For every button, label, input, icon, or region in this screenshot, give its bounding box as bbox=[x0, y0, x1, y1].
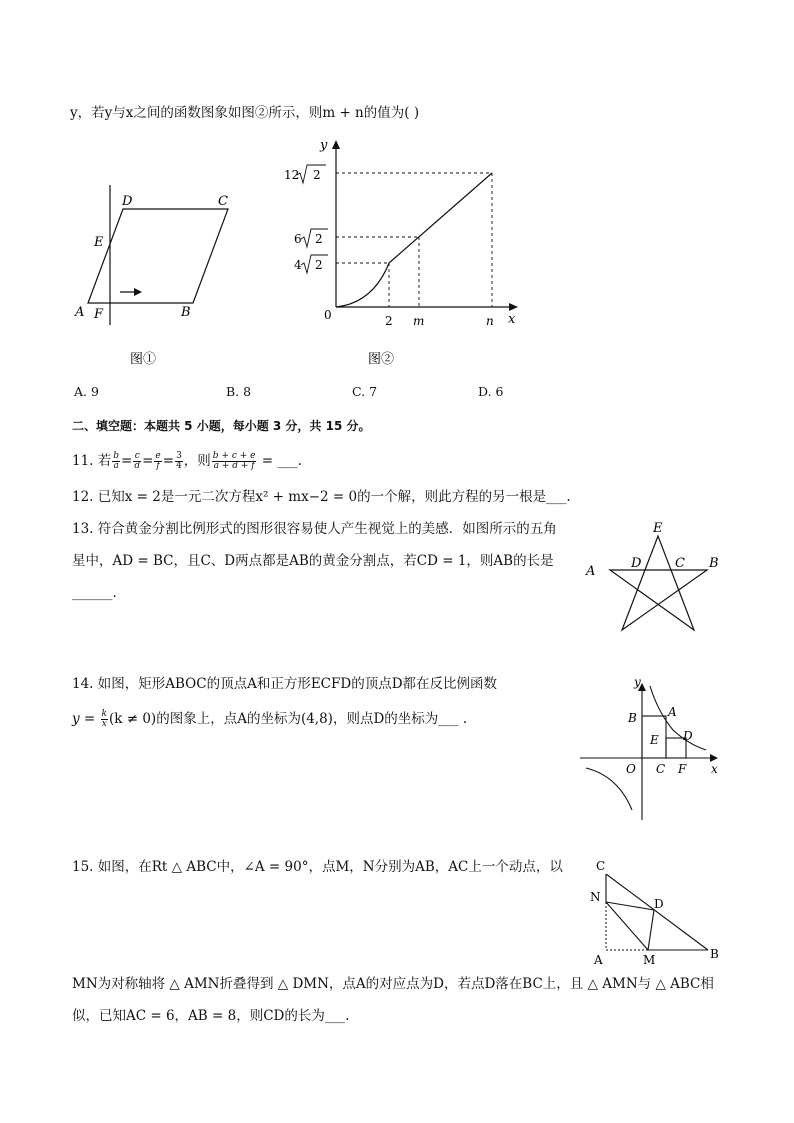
label-F: F bbox=[94, 307, 104, 322]
y-tick-6 bbox=[294, 229, 328, 247]
figure-1-caption: 图① bbox=[130, 352, 157, 367]
hyp-label-O: O bbox=[626, 762, 636, 776]
hyp-label-y: y bbox=[634, 675, 641, 689]
x-axis-label: x bbox=[508, 312, 516, 327]
star-label-B: B bbox=[709, 556, 719, 571]
figure-1-parallelogram bbox=[68, 185, 248, 375]
hyp-label-x: x bbox=[711, 762, 718, 776]
choice-a[interactable]: A. 9 bbox=[74, 384, 99, 399]
figure-hyperbola bbox=[578, 672, 728, 822]
y-axis-label: y bbox=[320, 138, 328, 153]
graph-line bbox=[389, 173, 492, 263]
choice-d[interactable]: D. 6 bbox=[478, 384, 504, 399]
tri-label-D: D bbox=[654, 897, 664, 911]
hyp-label-D: D bbox=[683, 729, 693, 743]
figure-2-graph bbox=[278, 135, 528, 375]
star-label-C: C bbox=[675, 556, 685, 571]
x-tick-2: 2 bbox=[385, 314, 393, 328]
q11-text: 11. 若 $\frac{b}{a}$ = $\frac{c}{d}$ = $\frac{e}{f}$ = $\frac{3}{4}$ ，则 $\frac{b + c + e}{a + d + f}$ = ___. bbox=[72, 451, 302, 471]
svg-text:6: 6 bbox=[294, 232, 302, 246]
label-B: B bbox=[181, 305, 191, 320]
hyp-label-E: E bbox=[650, 733, 659, 747]
q12-text: 12. 已知x = 2是一元二次方程x² + mx−2 = 0的一个解，则此方程的另一根是___. bbox=[72, 489, 571, 505]
segment-ND bbox=[606, 902, 654, 910]
figure-triangle bbox=[586, 854, 726, 968]
tri-label-M: M bbox=[643, 953, 656, 967]
choice-c[interactable]: C. 7 bbox=[352, 384, 378, 399]
svg-text:2: 2 bbox=[315, 258, 323, 272]
tri-label-C: C bbox=[596, 859, 606, 873]
star-shape bbox=[610, 536, 707, 630]
hyp-label-F: F bbox=[678, 762, 687, 776]
svg-text:2: 2 bbox=[313, 168, 321, 182]
section-heading: 二、填空题：本题共 5 小题，每小题 3 分，共 15 分。 bbox=[72, 419, 371, 433]
x-tick-m: m bbox=[413, 314, 425, 328]
tri-label-A: A bbox=[594, 953, 603, 967]
star-label-E: E bbox=[653, 521, 663, 536]
y-tick-12 bbox=[284, 165, 326, 183]
svg-text:4: 4 bbox=[294, 258, 302, 272]
label-A: A bbox=[75, 305, 85, 320]
choice-b[interactable]: B. 8 bbox=[226, 384, 252, 399]
figure-star bbox=[582, 518, 732, 638]
x-axis-arrow-icon bbox=[710, 754, 718, 762]
segment-CB bbox=[606, 874, 708, 950]
x-tick-n: n bbox=[486, 314, 494, 328]
svg-text:2: 2 bbox=[315, 232, 323, 246]
graph-curve bbox=[336, 263, 389, 307]
label-D: D bbox=[122, 194, 133, 209]
q13-line2: 星中，AD = BC，且C、D两点都是AB的黄金分割点，若CD = 1，则AB的长是 bbox=[72, 553, 554, 569]
tri-label-N: N bbox=[590, 890, 601, 904]
segment-DM bbox=[648, 910, 654, 950]
q14-line1: 14. 如图，矩形ABOC的顶点A和正方形ECFD的顶点D都在反比例函数 bbox=[72, 676, 498, 692]
tri-label-B: B bbox=[710, 947, 719, 961]
segment-NM bbox=[606, 902, 648, 950]
q15-line2: MN为对称轴将 △ AMN折叠得到 △ DMN，点A的对应点为D，若点D落在BC上，且 △ AMN与 △ ABC相 bbox=[72, 976, 714, 992]
figure-2-caption: 图② bbox=[368, 352, 395, 367]
arrow-icon bbox=[134, 288, 142, 296]
q10-text: y，若y与x之间的函数图象如图②所示，则m + n的值为( ) bbox=[70, 105, 420, 121]
hyp-label-B: B bbox=[628, 711, 637, 725]
q15-line3: 似，已知AC = 6，AB = 8，则CD的长为___. bbox=[72, 1008, 350, 1024]
star-label-D: D bbox=[631, 556, 642, 571]
parallelogram-shape bbox=[88, 209, 228, 303]
q14-line2: y = $\frac{k}{x}$ (k ≠ 0)的图象上，点A的坐标为(4,8)，则点D的坐标为___ . bbox=[72, 709, 468, 729]
star-label-A: A bbox=[586, 564, 596, 579]
hyp-label-C: C bbox=[656, 762, 666, 776]
svg-text:12: 12 bbox=[284, 168, 300, 182]
q15-line1: 15. 如图，在Rt △ ABC中，∠A = 90°，点M，N分别为AB，AC上一个动点，以 bbox=[72, 859, 563, 875]
origin-label: 0 bbox=[324, 308, 332, 322]
x-axis-arrow-icon bbox=[509, 303, 518, 311]
y-axis-arrow-icon bbox=[332, 140, 340, 149]
q13-line3: ______. bbox=[72, 585, 117, 601]
y-tick-4 bbox=[294, 255, 328, 273]
hyp-label-A: A bbox=[668, 705, 677, 719]
label-E: E bbox=[94, 235, 104, 250]
label-C: C bbox=[218, 194, 228, 209]
q13-line1: 13. 符合黄金分割比例形式的图形很容易使人产生视觉上的美感．如图所示的五角 bbox=[72, 521, 557, 537]
